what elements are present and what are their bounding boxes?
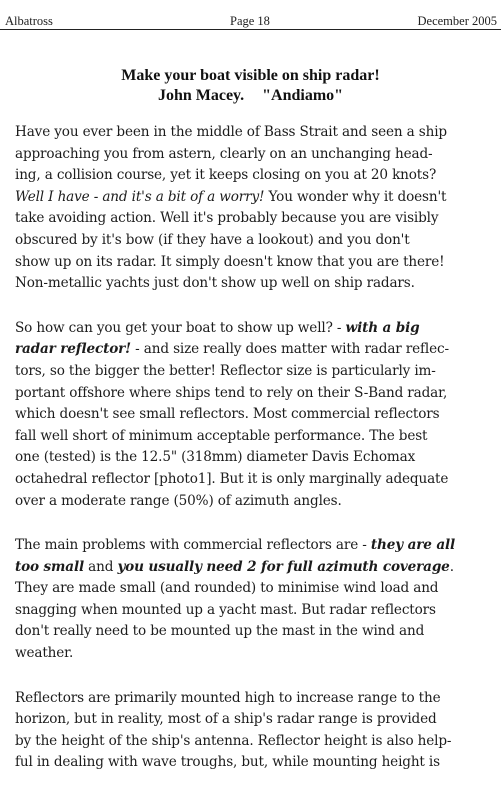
- text-line: [15, 731, 493, 753]
- text-line: [15, 643, 493, 665]
- emphasis-text: with a big: [345, 319, 420, 336]
- author-name: John Macey.: [157, 87, 245, 104]
- text-line: [15, 122, 493, 144]
- article-body: [15, 122, 493, 797]
- text-run: which doesn't see small reflectors. Most commercial reflectors: [15, 406, 440, 423]
- text-run: by the height of the ship's antenna. Reflector height is also help-: [15, 732, 452, 749]
- page-header: [0, 0, 501, 30]
- emphasis-text: too small: [15, 558, 84, 575]
- text-run: - and size really does matter with radar reflec-: [131, 341, 449, 358]
- text-run: show up on its radar. It simply doesn't know that you are there!: [15, 253, 445, 270]
- text-run: over a moderate range (50%) of azimuth angles.: [15, 492, 342, 509]
- issue-date: December 2005: [417, 14, 497, 28]
- text-run: They are made small (and rounded) to minimise wind load and: [15, 580, 439, 597]
- text-run: tors, so the bigger the better! Reflector size is particularly im-: [15, 362, 436, 379]
- text-run: Reflectors are primarily mounted high to increase range to the: [15, 689, 441, 706]
- text-line: [15, 491, 493, 513]
- text-line: [15, 535, 493, 557]
- text-run: fall well short of minimum acceptable performance. The best: [15, 427, 428, 444]
- text-run: ful in dealing with wave troughs, but, while mounting height is: [15, 754, 440, 771]
- text-line: [15, 447, 493, 469]
- text-run: and: [83, 558, 118, 575]
- text-line: [15, 252, 493, 274]
- text-run: snagging when mounted up a yacht mast. But radar reflectors: [15, 601, 436, 618]
- emphasis-text: you usually need 2 for full azimuth coverage: [117, 558, 450, 575]
- boat-name: "Andiamo": [262, 87, 344, 104]
- text-run: don't really need to be mounted up the mast in the wind and: [15, 623, 425, 640]
- text-line: [15, 383, 493, 405]
- text-run: You wonder why it doesn't: [264, 188, 447, 205]
- text-run: Non-metallic yachts just don't show up well on ship radars.: [15, 275, 415, 292]
- text-line: [15, 187, 493, 209]
- text-line: [15, 208, 493, 230]
- text-line: [15, 557, 493, 579]
- emphasis-text: radar reflector!: [15, 341, 132, 358]
- paragraph: [15, 535, 493, 665]
- emphasis-text: they are all: [370, 537, 456, 554]
- text-line: [15, 469, 493, 491]
- text-line: [15, 404, 493, 426]
- text-line: [15, 426, 493, 448]
- text-run: horizon, but in reality, most of a ship's radar range is provided: [15, 711, 437, 728]
- publication-name: Albatross: [5, 14, 53, 28]
- text-run: octahedral reflector [photo1]. But it is only marginally adequate: [15, 470, 449, 487]
- text-line: [15, 339, 493, 361]
- emphasis-text: Well I have - and it's a bit of a worry!: [15, 188, 265, 205]
- text-line: [15, 273, 493, 295]
- page-number: Page 18: [230, 14, 270, 28]
- text-run: take avoiding action. Well it's probably because you are visibly: [15, 210, 439, 227]
- text-line: [15, 165, 493, 187]
- text-line: [15, 688, 493, 710]
- text-run: one (tested) is the 12.5" (318mm) diameter Davis Echomax: [15, 449, 416, 466]
- text-run: approaching you from astern, clearly on an unchanging head-: [15, 145, 433, 162]
- article-title: Make your boat visible on ship radar!: [121, 67, 380, 84]
- text-line: [15, 318, 493, 340]
- article-heading: [0, 66, 501, 106]
- text-line: [15, 578, 493, 600]
- text-run: So how can you get your boat to show up well? -: [15, 319, 346, 336]
- text-run: obscured by it's bow (if they have a lookout) and you don't: [15, 231, 410, 248]
- text-line: [15, 752, 493, 774]
- text-run: .: [449, 558, 454, 575]
- text-run: portant offshore where ships tend to rely on their S-Band radar,: [15, 384, 448, 401]
- header-rule: [0, 29, 501, 30]
- text-run: weather.: [15, 645, 74, 662]
- text-line: [15, 621, 493, 643]
- text-line: [15, 600, 493, 622]
- paragraph: [15, 688, 493, 774]
- text-run: Have you ever been in the middle of Bass Strait and seen a ship: [15, 124, 447, 140]
- article-byline: [0, 86, 501, 106]
- text-line: [15, 709, 493, 731]
- text-line: [15, 230, 493, 252]
- text-line: [15, 361, 493, 383]
- paragraph: [15, 122, 493, 295]
- text-line: [15, 144, 493, 166]
- paragraph: [15, 318, 493, 512]
- text-run: ing, a collision course, yet it keeps closing on you at 20 knots?: [15, 167, 437, 184]
- text-run: The main problems with commercial reflectors are -: [15, 537, 371, 554]
